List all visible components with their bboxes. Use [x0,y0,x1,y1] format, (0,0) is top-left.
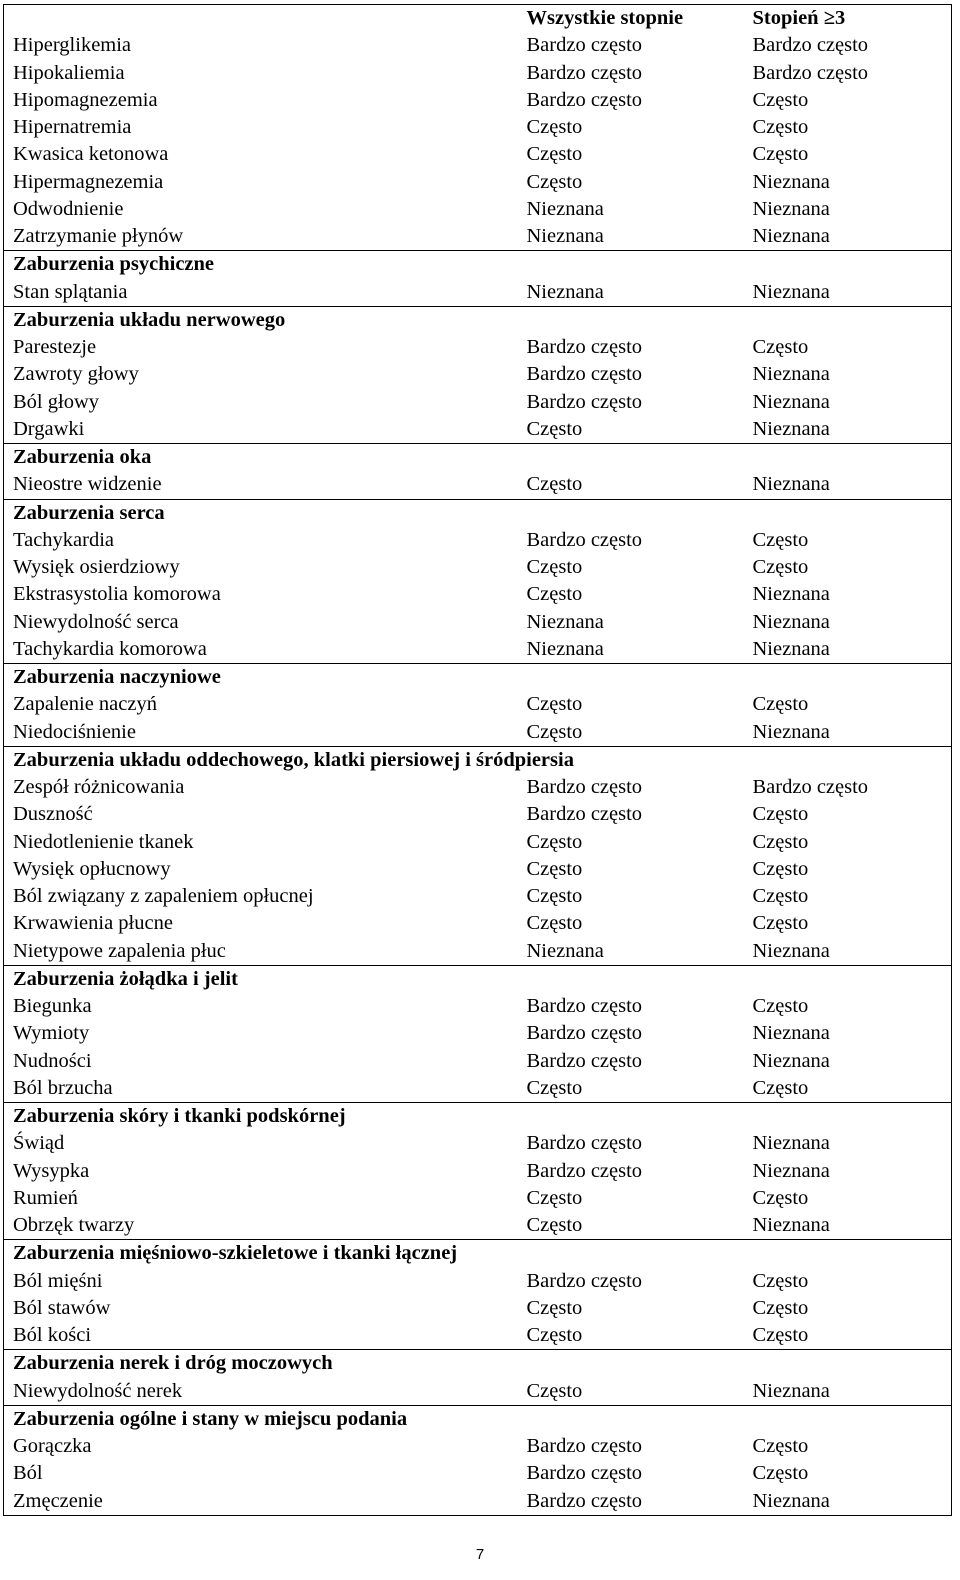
frequency-all-grades: Bardzo często [526,1022,643,1045]
reaction-name: Biegunka [13,995,92,1017]
frequency-grade-3-plus: Często [752,1324,809,1346]
page-number: 7 [475,1546,485,1563]
reaction-name: Gorączka [13,1435,92,1457]
frequency-all-grades: Bardzo często [526,363,643,386]
table-group [4,664,952,747]
frequency-all-grades: Bardzo często [526,1159,643,1182]
frequency-grade-3-plus: Często [752,857,809,880]
reaction-name: Niewydolność serca [13,610,179,633]
frequency-grade-3-plus: Nieznana [752,473,830,496]
reaction-name: Ból stawów [13,1296,111,1319]
reaction-name: Wysypka [13,1159,90,1182]
frequency-all-grades: Bardzo często [526,1462,643,1485]
frequency-all-grades: Często [526,583,583,606]
frequency-all-grades: Często [526,720,583,743]
table-row [4,334,952,361]
reaction-name: Hipokaliemia [13,61,125,84]
reaction-name: Nietypowe zapalenia płuc [13,939,226,962]
frequency-grade-3-plus: Często [752,88,809,111]
frequency-all-grades: Bardzo często [526,776,643,798]
table-row [4,883,952,910]
frequency-grade-3-plus: Nieznana [752,939,830,962]
reaction-name: Rumień [13,1186,78,1209]
table-row [4,169,952,196]
table-group [4,1240,952,1350]
frequency-grade-3-plus: Nieznana [752,197,830,220]
frequency-grade-3-plus: Nieznana [752,363,830,386]
section-title: Zaburzenia skóry i tkanki podskórnej [13,1105,346,1127]
reaction-name: Ekstrasystolia komorowa [13,583,221,606]
reaction-name: Niewydolność nerek [13,1379,183,1402]
frequency-grade-3-plus: Często [752,885,809,907]
frequency-grade-3-plus: Często [752,336,809,358]
header-empty-cell [4,5,518,33]
table-group [4,1350,952,1406]
section-title: Zaburzenia żołądka i jelit [13,967,238,990]
table-row [4,1020,952,1047]
frequency-grade-3-plus: Nieznana [752,1379,830,1402]
adverse-reactions-table [3,4,952,1516]
frequency-all-grades: Bardzo często [526,390,643,413]
frequency-grade-3-plus: Nieznana [752,225,830,247]
frequency-all-grades: Bardzo często [526,803,643,826]
reaction-name: Obrzęk twarzy [13,1214,135,1236]
table-group [4,1103,952,1240]
table-row [4,938,952,966]
reaction-name: Wymioty [13,1022,90,1045]
frequency-all-grades: Często [526,473,583,496]
reaction-name: Ból mięśni [13,1269,103,1292]
frequency-grade-3-plus: Nieznana [752,390,830,413]
frequency-all-grades: Często [526,885,583,907]
table-row [4,1185,952,1212]
frequency-all-grades: Często [526,1214,583,1236]
frequency-all-grades: Nieznana [526,610,604,633]
section-title: Zaburzenia serca [13,501,165,524]
frequency-grade-3-plus: Często [752,1269,809,1292]
frequency-grade-3-plus: Często [752,995,809,1017]
reaction-name: Kwasica ketonowa [13,143,169,166]
frequency-all-grades: Bardzo często [526,1435,643,1457]
table-row [4,636,952,664]
frequency-grade-3-plus: Często [752,1462,809,1485]
table-row [4,1130,952,1157]
frequency-all-grades: Często [526,556,583,578]
table-row [4,910,952,937]
table-group [4,444,952,500]
frequency-all-grades: Nieznana [526,197,604,220]
reaction-name: Świąd [13,1132,65,1155]
section-title: Zaburzenia ogólne i stany w miejscu podania [13,1407,408,1430]
frequency-grade-3-plus: Nieznana [752,1132,830,1155]
table-row [4,1460,952,1487]
table-row [4,1268,952,1295]
header-grade-3-plus: Stopień ≥3 [752,7,846,29]
table-row [4,1212,952,1240]
frequency-all-grades: Często [526,170,583,193]
section-header-row [4,1350,952,1378]
frequency-grade-3-plus: Często [752,1435,809,1457]
frequency-grade-3-plus: Nieznana [752,610,830,633]
table-row [4,279,952,307]
table-row [4,691,952,718]
frequency-grade-3-plus: Bardzo często [752,34,869,57]
table-row [4,389,952,416]
frequency-grade-3-plus: Często [752,143,809,166]
section-header-row [4,306,952,334]
table-row [4,361,952,388]
table-row [4,801,952,828]
frequency-all-grades: Nieznana [526,225,604,247]
frequency-grade-3-plus: Często [752,556,809,578]
table-row [4,1295,952,1322]
frequency-grade-3-plus: Nieznana [752,637,830,660]
section-header-row [4,965,952,993]
reaction-name: Zawroty głowy [13,363,139,386]
section-header-row [4,746,952,774]
frequency-all-grades: Nieznana [526,939,604,962]
section-title: Zaburzenia nerek i dróg moczowych [13,1352,333,1375]
table-row [4,141,952,168]
table-row [4,1322,952,1350]
reaction-name: Ból związany z zapaleniem opłucnej [13,885,314,907]
section-header-row [4,1240,952,1268]
reaction-name: Hiperglikemia [13,34,132,57]
table-row [4,719,952,747]
table-row [4,1433,952,1460]
reaction-name: Zapalenie naczyń [13,693,157,716]
frequency-grade-3-plus: Nieznana [752,720,830,743]
frequency-all-grades: Bardzo często [526,1489,643,1512]
frequency-all-grades: Bardzo często [526,995,643,1017]
frequency-grade-3-plus: Często [752,1186,809,1209]
section-title: Zaburzenia układu nerwowego [13,308,286,331]
frequency-all-grades: Bardzo często [526,34,643,57]
section-header-row [4,499,952,527]
frequency-grade-3-plus: Nieznana [752,1022,830,1045]
reaction-name: Niedociśnienie [13,720,136,743]
frequency-all-grades: Często [526,116,583,138]
frequency-all-grades: Bardzo często [526,61,643,84]
frequency-grade-3-plus: Często [752,1296,809,1319]
frequency-grade-3-plus: Często [752,912,809,935]
reaction-name: Wysięk opłucnowy [13,857,171,880]
reaction-name: Tachykardia [13,528,115,551]
table-row [4,856,952,883]
frequency-all-grades: Bardzo często [526,336,643,358]
header-all-grades: Wszystkie stopnie [526,7,684,29]
reaction-name: Wysięk osierdziowy [13,556,180,578]
table-group [4,746,952,965]
table-row [4,87,952,114]
frequency-grade-3-plus: Nieznana [752,1159,830,1182]
frequency-all-grades: Często [526,143,583,166]
reaction-name: Tachykardia komorowa [13,637,207,660]
reaction-name: Nudności [13,1049,92,1072]
frequency-all-grades: Bardzo często [526,88,643,111]
frequency-grade-3-plus: Często [752,1076,809,1099]
reaction-name: Hipernatremia [13,116,132,138]
frequency-grade-3-plus: Nieznana [752,417,830,440]
table-group [4,251,952,307]
table-group [4,499,952,664]
section-header-row [4,664,952,692]
reaction-name: Hipomagnezemia [13,88,158,111]
frequency-all-grades: Nieznana [526,637,604,660]
frequency-grade-3-plus: Nieznana [752,170,830,193]
table-group [4,965,952,1102]
reaction-name: Ból [13,1462,43,1485]
frequency-all-grades: Nieznana [526,280,604,303]
section-title: Zaburzenia naczyniowe [13,666,221,688]
frequency-all-grades: Często [526,693,583,716]
frequency-grade-3-plus: Nieznana [752,1049,830,1072]
section-header-row [4,1103,952,1131]
reaction-name: Drgawki [13,417,85,440]
section-title: Zaburzenia mięśniowo-szkieletowe i tkanki łącznej [13,1242,458,1265]
frequency-all-grades: Często [526,1324,583,1346]
table-header-row [4,5,952,33]
table-row [4,1048,952,1075]
frequency-all-grades: Często [526,1379,583,1402]
table-group [4,32,952,251]
reaction-name: Odwodnienie [13,197,124,220]
table-row [4,774,952,801]
section-title: Zaburzenia układu oddechowego, klatki piersiowej i śródpiersia [13,748,574,771]
frequency-grade-3-plus: Nieznana [752,280,830,303]
table-row [4,527,952,554]
frequency-grade-3-plus: Często [752,528,809,551]
frequency-all-grades: Często [526,912,583,935]
frequency-all-grades: Często [526,1076,583,1099]
reaction-name: Krwawienia płucne [13,912,173,935]
table-row [4,1378,952,1406]
section-header-row [4,251,952,279]
section-header-row [4,1405,952,1433]
table-row [4,471,952,499]
frequency-grade-3-plus: Często [752,116,809,138]
frequency-grade-3-plus: Bardzo często [752,61,869,84]
table-row [4,609,952,636]
frequency-all-grades: Bardzo często [526,1132,643,1155]
frequency-all-grades: Często [526,417,583,440]
frequency-grade-3-plus: Nieznana [752,583,830,606]
reaction-name: Ból głowy [13,390,99,413]
frequency-all-grades: Bardzo często [526,1049,643,1072]
reaction-name: Ból brzucha [13,1076,113,1099]
frequency-all-grades: Bardzo często [526,1269,643,1292]
frequency-grade-3-plus: Bardzo często [752,776,869,798]
reaction-name: Zespół różnicowania [13,776,185,798]
reaction-name: Zatrzymanie płynów [13,225,184,247]
table-row [4,1158,952,1185]
table-row [4,60,952,87]
table-row [4,829,952,856]
table-row [4,993,952,1020]
table-row [4,114,952,141]
reaction-name: Parestezje [13,336,97,358]
table-row [4,416,952,444]
reaction-name: Ból kości [13,1324,92,1346]
table-row [4,32,952,59]
table-row [4,581,952,608]
table-group [4,1405,952,1515]
reaction-name: Niedotlenienie tkanek [13,830,194,853]
section-title: Zaburzenia oka [13,446,152,468]
table-row [4,196,952,223]
section-title: Zaburzenia psychiczne [13,253,215,276]
table-row [4,223,952,251]
table-group [4,306,952,443]
reaction-name: Duszność [13,803,93,826]
frequency-all-grades: Często [526,1186,583,1209]
frequency-all-grades: Często [526,830,583,853]
frequency-all-grades: Często [526,857,583,880]
reaction-name: Zmęczenie [13,1489,103,1512]
section-header-row [4,444,952,472]
table-row [4,1488,952,1516]
table-row [4,1075,952,1103]
frequency-grade-3-plus: Często [752,803,809,826]
frequency-all-grades: Bardzo często [526,528,643,551]
table-row [4,554,952,581]
frequency-all-grades: Często [526,1296,583,1319]
frequency-grade-3-plus: Nieznana [752,1489,830,1512]
reaction-name: Stan splątania [13,280,128,303]
reaction-name: Hipermagnezemia [13,170,164,193]
frequency-grade-3-plus: Nieznana [752,1214,830,1236]
frequency-grade-3-plus: Często [752,693,809,716]
reaction-name: Nieostre widzenie [13,473,162,496]
frequency-grade-3-plus: Często [752,830,809,853]
